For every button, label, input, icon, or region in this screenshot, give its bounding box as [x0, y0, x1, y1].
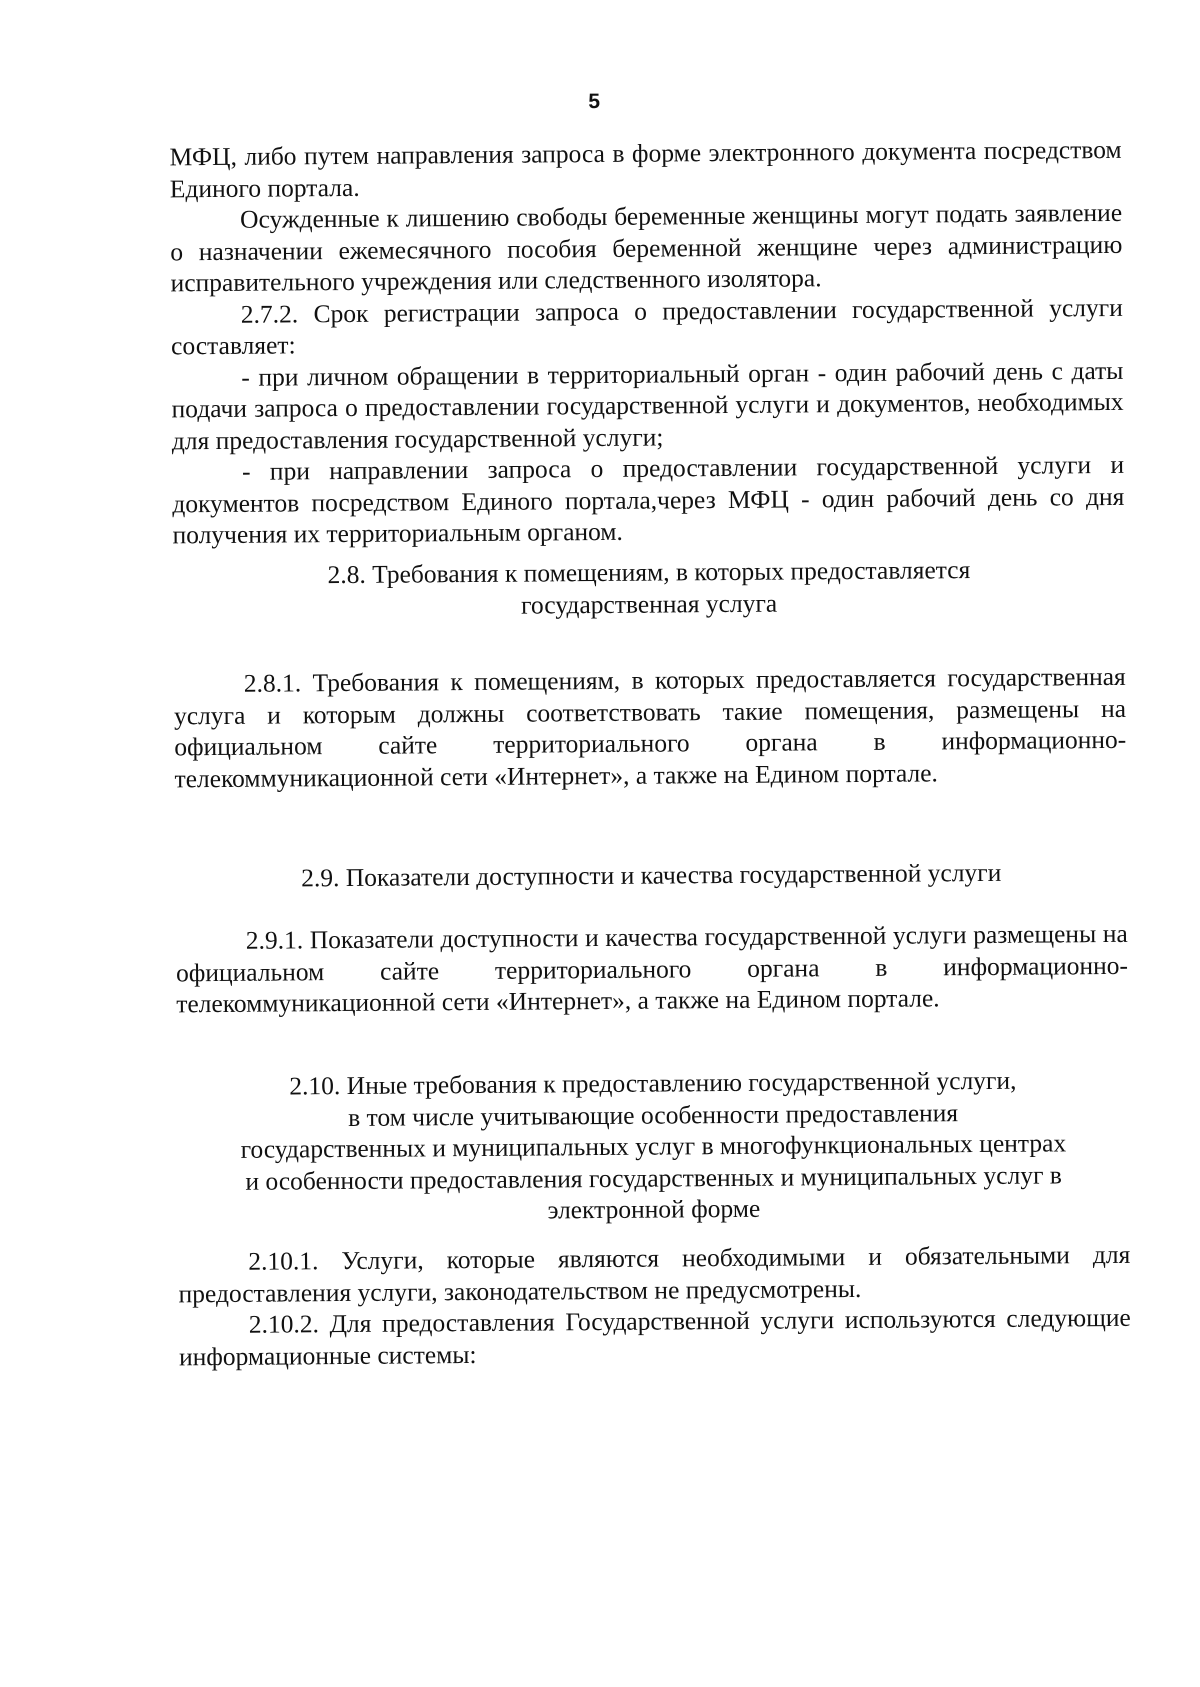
list-item-personal-visit: - при личном обращении в территориальный орган - один рабочий день с даты подачи запроса о предоставлении государственной услуги и документов, необходимых для предоставления государственной услуги; [171, 355, 1124, 455]
section-2-10-heading [177, 1064, 1130, 1229]
section-2-10-heading-line3: государственных и муниципальных услуг в многофункциональных центрах [240, 1128, 1067, 1164]
page-number: 5 [588, 89, 601, 114]
paragraph-2-10-2: 2.10.2. Для предоставления Государственной услуги используются следующие информационные системы: [178, 1302, 1131, 1371]
section-2-9-heading-text: 2.9. Показатели доступности и качества государственной услуги [301, 857, 1002, 893]
section-2-10-heading-line1: 2.10. Иные требования к предоставлению государственной услуги, [289, 1065, 1017, 1101]
section-2-9-heading [175, 856, 1127, 895]
paragraph-mfc-continuation: МФЦ, либо путем направления запроса в форме электронного документа посредством Единого портала. [169, 134, 1122, 203]
section-2-9-1 [176, 918, 1129, 1020]
paragraph-2-10-1: 2.10.1. Услуги, которые являются необходимыми и обязательными для предоставления услуги, законодательством не предусмотрены. [178, 1239, 1131, 1308]
section-2-10-heading-line2: в том числе учитывающие особенности предоставления [348, 1097, 959, 1132]
section-2-10-heading-line4: и особенности предоставления государственных и муниципальных услуг в [245, 1159, 1063, 1196]
section-2-8-heading [173, 553, 1125, 623]
paragraph-2-8-1: 2.8.1. Требования к помещениям, в которых предоставляется государственная услуга и которым должны соответствовать такие помещения, размещены на официальном сайте территориального органа в информационно-телекоммуникационной сети «Интернет», а также на Едином портале. [173, 661, 1127, 793]
paragraph-2-7-2: 2.7.2. Срок регистрации запроса о предоставлении государственной услуги составляет: [170, 292, 1123, 361]
section-2-8-heading-line1: 2.8. Требования к помещениям, в которых предоставляется [327, 555, 971, 590]
list-item-portal-request: - при направлении запроса о предоставлении государственной услуги и документов посредством Единого портала,через МФЦ - один рабочий день со дня получения их территориальным органом. [172, 449, 1125, 550]
section-2-8-heading-line2: государственная услуга [520, 588, 778, 620]
paragraph-2-9-1: 2.9.1. Показатели доступности и качества государственной услуги размещены на официальном сайте территориального органа в информационно-телекоммуникационной сети «Интернет», а также на Едином портале. [175, 918, 1129, 1019]
section-2-10-heading-line5: электронной форме [547, 1193, 761, 1225]
section-2-10-paragraphs [178, 1239, 1131, 1372]
paragraph-convicted-women: Осужденные к лишению свободы беременные женщины могут подать заявление о назначении ежемесячного пособия беременной женщине через администрацию исправительного учреждения или следственного изолятора. [170, 197, 1123, 298]
top-paragraphs [169, 134, 1124, 551]
section-2-8-1 [174, 661, 1127, 794]
